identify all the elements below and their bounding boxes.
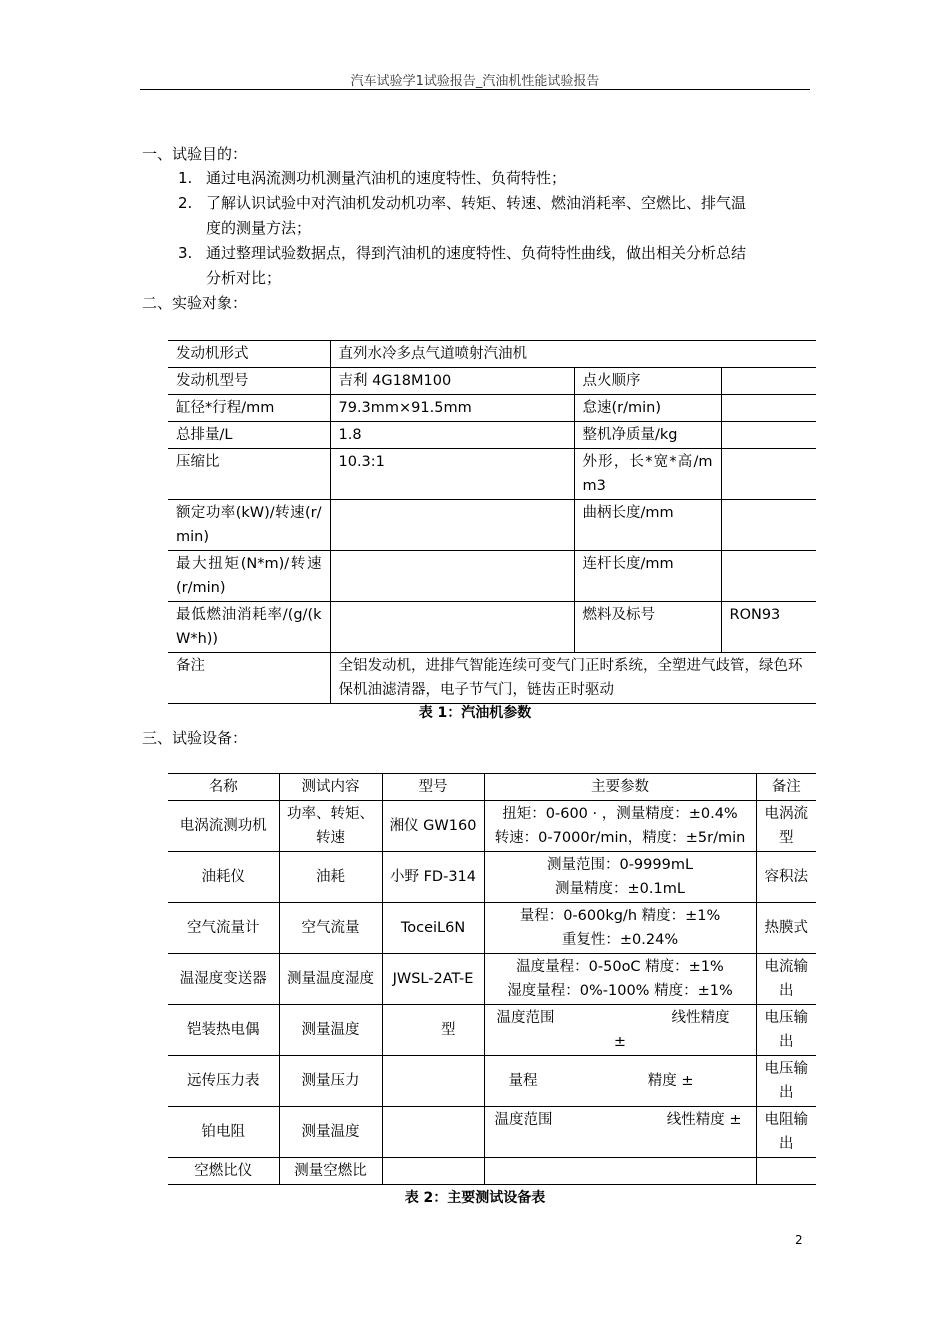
cell-value: 1.8	[330, 422, 574, 449]
cell-name: 油耗仪	[168, 852, 279, 903]
header-cell: 主要参数	[484, 774, 756, 801]
cell-name: 铂电阻	[168, 1107, 279, 1158]
header-rule	[140, 89, 810, 90]
cell-name: 温湿度变送器	[168, 954, 279, 1005]
cell-model	[382, 1056, 484, 1107]
param-label: 线性精度	[671, 1010, 730, 1026]
cell-value: 直列水冷多点气道喷射汽油机	[330, 341, 816, 368]
cell-model	[382, 1158, 484, 1185]
cell-value: 10.3:1	[330, 449, 574, 500]
cell-value	[721, 422, 816, 449]
cell-model: 小野 FD-314	[382, 852, 484, 903]
list-item-text: 了解认识试验中对汽油机发动机功率、转矩、转速、燃油消耗率、空燃比、排气温	[206, 194, 747, 212]
cell-content: 空气流量	[279, 903, 382, 954]
param-line: 重复性：±0.24%	[561, 932, 679, 948]
param-line: 量程：0-600kg/h 精度：±1%	[519, 908, 721, 924]
list-item-text: 通过电涡流测功机测量汽油机的速度特性、负荷特性；	[206, 169, 567, 187]
param-label: 线性精度 ±	[666, 1112, 742, 1128]
cell-model: 湘仪 GW160	[382, 801, 484, 852]
engine-parameter-table	[168, 340, 816, 704]
cell-value: 全铝发动机，进排气智能连续可变气门正时系统，全塑进气歧管，绿色环保机油滤清器，电子节气门，链齿正时驱动	[330, 653, 816, 704]
cell-label: 外形，长*宽*高/mm3	[574, 449, 721, 500]
cell-content: 油耗	[279, 852, 382, 903]
cell-label: 缸径*行程/mm	[168, 395, 330, 422]
header-cell: 名称	[208, 779, 238, 795]
param-line: 湿度量程：0%-100% 精度：±1%	[507, 983, 733, 999]
cell-model	[382, 1107, 484, 1158]
cell-label: 曲柄长度/mm	[574, 500, 721, 551]
cell-value	[721, 500, 816, 551]
cell-label: 最大扭矩(N*m)/转速(r/min)	[168, 551, 330, 602]
cell-content: 测量空燃比	[279, 1158, 382, 1185]
cell-params	[484, 1056, 756, 1107]
cell-label: 发动机形式	[176, 346, 249, 362]
cell-label: 燃料及标号	[574, 602, 721, 653]
param-line: 温度量程：0-50oC 精度：±1%	[516, 959, 724, 975]
cell-note: 容积法	[756, 852, 816, 903]
param-line: 测量范围：0-9999mL	[546, 857, 694, 873]
cell-model: JWSL-2AT-E	[382, 954, 484, 1005]
cell-name: 铠装热电偶	[168, 1005, 279, 1056]
equipment-table	[168, 773, 816, 1185]
cell-note: 电压输出	[756, 1005, 816, 1056]
cell-value: 79.3mm×91.5mm	[330, 395, 574, 422]
cell-params	[484, 1005, 756, 1056]
param-label: 精度 ±	[647, 1073, 694, 1089]
param-line: ±	[613, 1034, 627, 1050]
cell-name: 空气流量计	[168, 903, 279, 954]
cell-model: 型	[382, 1005, 484, 1056]
table-caption-1: 表 1：汽油机参数	[418, 705, 532, 721]
cell-label: 连杆长度/mm	[574, 551, 721, 602]
cell-note: 热膜式	[756, 903, 816, 954]
list-number: 1.	[178, 169, 193, 187]
cell-note: 电流输出	[756, 954, 816, 1005]
header-cell: 测试内容	[279, 774, 382, 801]
param-line: 测量精度：±0.1mL	[555, 881, 685, 897]
cell-content: 功率、转矩、转速	[279, 801, 382, 852]
param-line: 转速：0-7000r/min，精度：±5r/min	[494, 830, 746, 846]
cell-params	[484, 1107, 756, 1158]
cell-name: 远传压力表	[168, 1056, 279, 1107]
cell-value	[721, 395, 816, 422]
cell-label: 发动机型号	[168, 368, 330, 395]
cell-params	[484, 852, 756, 903]
page-number: 2	[795, 1233, 803, 1247]
cell-note: 电涡流型	[756, 801, 816, 852]
cell-model: ToceiL6N	[382, 903, 484, 954]
page-header: 汽车试验学1试验报告_汽油机性能试验报告	[350, 74, 600, 89]
cell-value	[330, 500, 574, 551]
param-label: 量程	[508, 1073, 538, 1089]
table-caption-2: 表 2：主要测试设备表	[404, 1190, 546, 1206]
list-item-text: 通过整理试验数据点，得到汽油机的速度特性、负荷特性曲线，做出相关分析总结	[206, 244, 747, 262]
section-heading-subject: 二、实验对象：	[142, 294, 248, 312]
cell-label: 压缩比	[168, 449, 330, 500]
cell-content: 测量温度湿度	[279, 954, 382, 1005]
cell-name: 空燃比仪	[168, 1158, 279, 1185]
list-item-text: 度的测量方法；	[206, 219, 312, 237]
list-number: 2.	[178, 194, 193, 212]
list-item-text: 分析对比；	[206, 269, 282, 287]
cell-params	[484, 801, 756, 852]
cell-label: 备注	[168, 653, 330, 704]
cell-content: 测量压力	[279, 1056, 382, 1107]
cell-note: 电阻输出	[756, 1107, 816, 1158]
cell-params	[484, 903, 756, 954]
cell-note	[756, 1158, 816, 1185]
cell-value	[721, 551, 816, 602]
cell-value: RON93	[721, 602, 816, 653]
cell-value	[330, 602, 574, 653]
param-label: 温度范围	[494, 1112, 553, 1128]
param-label: 温度范围	[496, 1010, 555, 1026]
cell-content: 测量温度	[279, 1005, 382, 1056]
header-cell: 备注	[756, 774, 816, 801]
cell-label: 总排量/L	[168, 422, 330, 449]
cell-params	[484, 1158, 756, 1185]
list-number: 3.	[178, 244, 193, 262]
header-cell: 型号	[382, 774, 484, 801]
section-heading-objective: 一、试验目的：	[142, 145, 248, 163]
cell-content: 测量温度	[279, 1107, 382, 1158]
cell-label: 点火顺序	[574, 368, 721, 395]
param-line: 扭矩：0-600 · ，测量精度：±0.4%	[502, 806, 738, 822]
cell-label: 怠速(r/min)	[574, 395, 721, 422]
cell-params	[484, 954, 756, 1005]
section-heading-equipment: 三、试验设备：	[142, 729, 248, 747]
cell-name: 电涡流测功机	[168, 801, 279, 852]
cell-value	[330, 551, 574, 602]
cell-label: 最低燃油消耗率/(g/(kW*h))	[168, 602, 330, 653]
cell-value	[721, 449, 816, 500]
cell-value	[721, 368, 816, 395]
cell-label: 额定功率(kW)/转速(r/min)	[168, 500, 330, 551]
cell-note: 电压输出	[756, 1056, 816, 1107]
cell-label: 整机净质量/kg	[574, 422, 721, 449]
cell-value: 吉利 4G18M100	[330, 368, 574, 395]
